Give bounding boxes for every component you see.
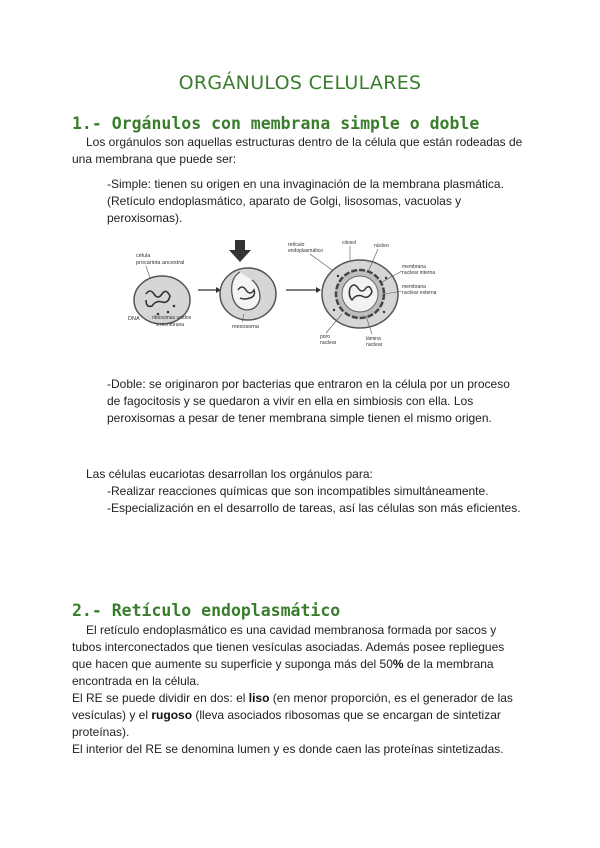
doble-line-3: peroxisomas a pesar de tener membrana simple tienen el mismo origen.	[107, 411, 492, 425]
label-mem-ext-1: membrana	[402, 284, 426, 290]
section1-heading: 1.- Orgánulos con membrana simple o doble	[72, 114, 480, 133]
label-mem-int-1: membrana	[402, 264, 426, 270]
label-celula-2: procariota ancestral	[136, 260, 185, 266]
cell-ancestral	[128, 253, 192, 328]
simple-line-2: (Retículo endoplasmático, aparato de Golgi, lisosomas, vacuolas y	[107, 194, 462, 208]
label-reticulo-2: endoplasmático	[288, 248, 324, 254]
cell-invagination	[220, 268, 276, 330]
label-celula-1: célula	[136, 253, 151, 259]
down-arrow-icon	[229, 240, 251, 262]
label-ribosomas-1: ribosomas unidos	[152, 315, 192, 321]
re-p1-line-1: El retículo endoplasmático es una cavidad membranosa formada por sacos y	[86, 623, 497, 637]
term-liso: liso	[248, 691, 270, 705]
page-title: ORGÁNULOS CELULARES	[178, 72, 422, 94]
re-p1-line-3: que hacen que aumente su superficie y suponga más del 50% de la membrana	[72, 657, 494, 671]
label-citosol: citosol	[342, 240, 357, 246]
simple-line-3: peroxisomas).	[107, 211, 183, 225]
re-paragraph-3: El interior del RE se denomina lumen y es donde caen las proteínas sintetizadas.	[72, 742, 504, 756]
section2-heading: 2.- Retículo endoplasmático	[72, 601, 341, 620]
label-ribosomas-2: a membrana	[156, 322, 185, 328]
simple-line-1: -Simple: tienen su origen en una invaginación de la membrana plasmática.	[107, 177, 504, 191]
label-poro-1: poro	[320, 334, 331, 340]
label-poro-2: nuclear	[320, 340, 337, 346]
label-dna: DNA	[128, 316, 140, 322]
re-p1-line-4: encontrada en la célula.	[72, 674, 200, 688]
arrow-right-icon	[198, 287, 221, 293]
doble-line-2: de fagocitosis y se quedaron a vivir en ella en simbiosis con ella. Los	[107, 394, 474, 408]
doble-line-1: -Doble: se originaron por bacterias que entraron en la célula por un proceso	[107, 377, 510, 391]
term-rugoso: rugoso	[151, 708, 193, 722]
re-paragraph-2: El RE se puede dividir en dos: el liso (en menor proporción, es el generador de las vesículas) y el rugoso (lleva asociados ribosomas que se encargan de sintetizar proteínas).	[72, 691, 513, 739]
arrow-right-icon	[286, 287, 321, 293]
label-nucleo: núcleo	[374, 243, 389, 249]
eukaryote-item-2: -Especialización en el desarrollo de tareas, así las células son más eficientes.	[107, 501, 521, 515]
label-mem-ext-2: nuclear externa	[402, 290, 437, 296]
label-mem-int-2: nuclear interna	[402, 270, 436, 276]
label-reticulo-1: retículo	[288, 242, 305, 248]
membrane-origin-figure	[128, 238, 437, 356]
label-lamina-1: lámina	[366, 336, 381, 342]
re-p1-line-2: tubos interconectados que tienen vesículas asociadas. Además posee repliegues	[72, 640, 505, 654]
label-lamina-2: nuclear	[366, 342, 383, 348]
eukaryote-intro: Las células eucariotas desarrollan los orgánulos para:	[86, 467, 373, 481]
section1-intro: Los orgánulos son aquellas estructuras dentro de la célula que están rodeadas de una membrana que puede ser:	[72, 135, 523, 166]
eukaryote-item-1: -Realizar reacciones químicas que son incompatibles simultáneamente.	[107, 484, 489, 498]
label-mesosoma: mesosoma	[232, 324, 259, 330]
